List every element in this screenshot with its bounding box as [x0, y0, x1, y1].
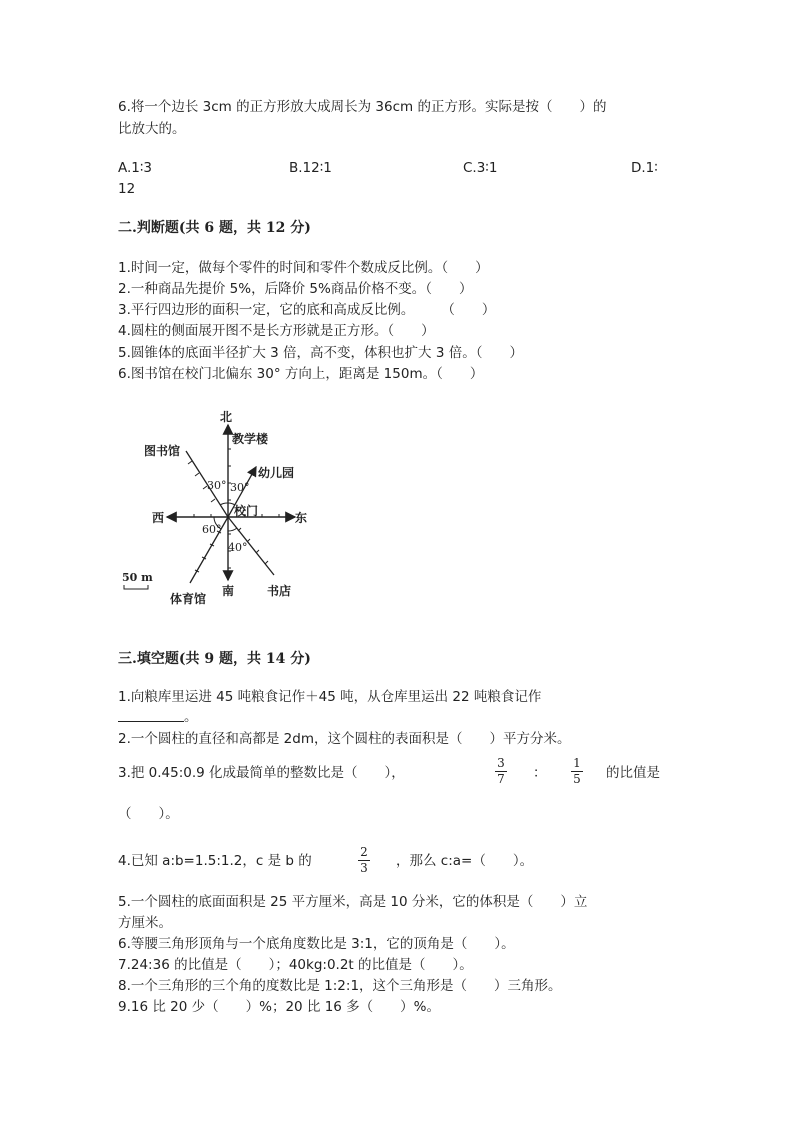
scale-label: 50 m [122, 571, 153, 584]
school-gate-label: 校门 [234, 504, 259, 518]
option-d: D.1∶ [631, 160, 658, 176]
judge-item-5: 5.圆锥体的底面半径扩大 3 倍，高不变，体积也扩大 3 倍。（ ） [118, 345, 523, 361]
section-2-title: 二.判断题(共 6 题，共 12 分) [118, 220, 311, 236]
fill-item-3-line-2: （ ）。 [118, 806, 179, 822]
fraction-1-5-numerator: 1 [573, 756, 581, 770]
judge-item-3: 3.平行四边形的面积一定，它的底和高成反比例。 （ ） [118, 302, 496, 318]
fill-item-2: 2.一个圆柱的直径和高都是 2dm，这个圆柱的表面积是（ ）平方分米。 [118, 731, 571, 747]
fraction-2-3-numerator: 2 [360, 845, 368, 859]
fill-item-1-blank [118, 721, 184, 722]
west-label: 西 [152, 511, 165, 525]
gym-label: 体育馆 [170, 592, 207, 606]
angle-ne-label: 30° [230, 481, 250, 494]
fill-item-6: 6.等腰三角形顶角与一个底角度数比是 3:1，它的顶角是（ ）。 [118, 936, 515, 952]
fraction-2-3 [358, 846, 370, 875]
north-label: 北 [220, 410, 233, 424]
fraction-3-7 [495, 757, 507, 786]
fill-item-3-colon: ： [533, 765, 547, 781]
option-d-continuation: 12 [118, 181, 136, 197]
judge-item-1: 1.时间一定，做每个零件的时间和零件个数成反比例。（ ） [118, 260, 489, 276]
east-label: 东 [295, 511, 308, 525]
fraction-1-5 [571, 757, 583, 786]
option-b: B.12∶1 [289, 160, 332, 176]
fill-item-3-end: 的比值是 [606, 765, 660, 781]
teaching-building-label: 教学楼 [232, 432, 269, 446]
angle-nw-label: 30° [207, 479, 227, 492]
fraction-3-7-denominator: 7 [497, 772, 505, 786]
fill-item-1: 1.向粮库里运进 45 吨粮食记作＋45 吨，从仓库里运出 22 吨粮食记作 [118, 689, 542, 705]
fill-item-7: 7.24:36 的比值是（ ）；40kg:0.2t 的比值是（ ）。 [118, 957, 473, 973]
question-6-line-2: 比放大的。 [118, 121, 186, 137]
fill-item-5-line-1: 5.一个圆柱的底面面积是 25 平方厘米，高是 10 分米，它的体积是（ ）立 [118, 894, 588, 910]
fill-item-1-end: 。 [184, 709, 198, 725]
bookstore-label: 书店 [267, 584, 292, 598]
fill-item-4-end: ，那么 c:a=（ ）。 [396, 853, 534, 869]
kindergarten-label: 幼儿园 [258, 466, 295, 480]
library-label: 图书馆 [144, 444, 181, 458]
option-c: C.3∶1 [463, 160, 498, 176]
angle-se-label: 40° [228, 541, 248, 554]
fill-item-5-line-2: 方厘米。 [118, 915, 172, 931]
fill-item-8: 8.一个三角形的三个角的度数比是 1:2:1，这个三角形是（ ）三角形。 [118, 978, 562, 994]
question-6-line-1: 6.将一个边长 3cm 的正方形放大成周长为 36cm 的正方形。实际是按（ ）的 [118, 99, 607, 115]
fill-item-3-start: 3.把 0.45:0.9 化成最简单的整数比是（ ）， [118, 765, 405, 781]
judge-item-6: 6.图书馆在校门北偏东 30° 方向上，距离是 150m。（ ） [118, 366, 484, 382]
fraction-1-5-denominator: 5 [573, 772, 581, 786]
angle-sw-label: 60° [202, 523, 222, 536]
fraction-2-3-denominator: 3 [360, 861, 368, 875]
fill-item-9: 9.16 比 20 少（ ）%；20 比 16 多（ ）%。 [118, 999, 440, 1015]
fraction-3-7-numerator: 3 [497, 756, 505, 770]
scale-bar [124, 585, 148, 589]
section-3-title: 三.填空题(共 9 题，共 14 分) [118, 651, 311, 667]
angle-arc-se [228, 528, 237, 531]
direction-diagram [110, 405, 320, 610]
judge-item-4: 4.圆柱的侧面展开图不是长方形就是正方形。（ ） [118, 323, 435, 339]
angle-arc-nw [220, 503, 228, 505]
option-a: A.1∶3 [118, 160, 152, 176]
judge-item-2: 2.一种商品先提价 5%，后降价 5%商品价格不变。（ ） [118, 281, 473, 297]
fill-item-4-start: 4.已知 a:b=1.5:1.2，c 是 b 的 [118, 853, 312, 869]
south-label: 南 [222, 584, 235, 598]
